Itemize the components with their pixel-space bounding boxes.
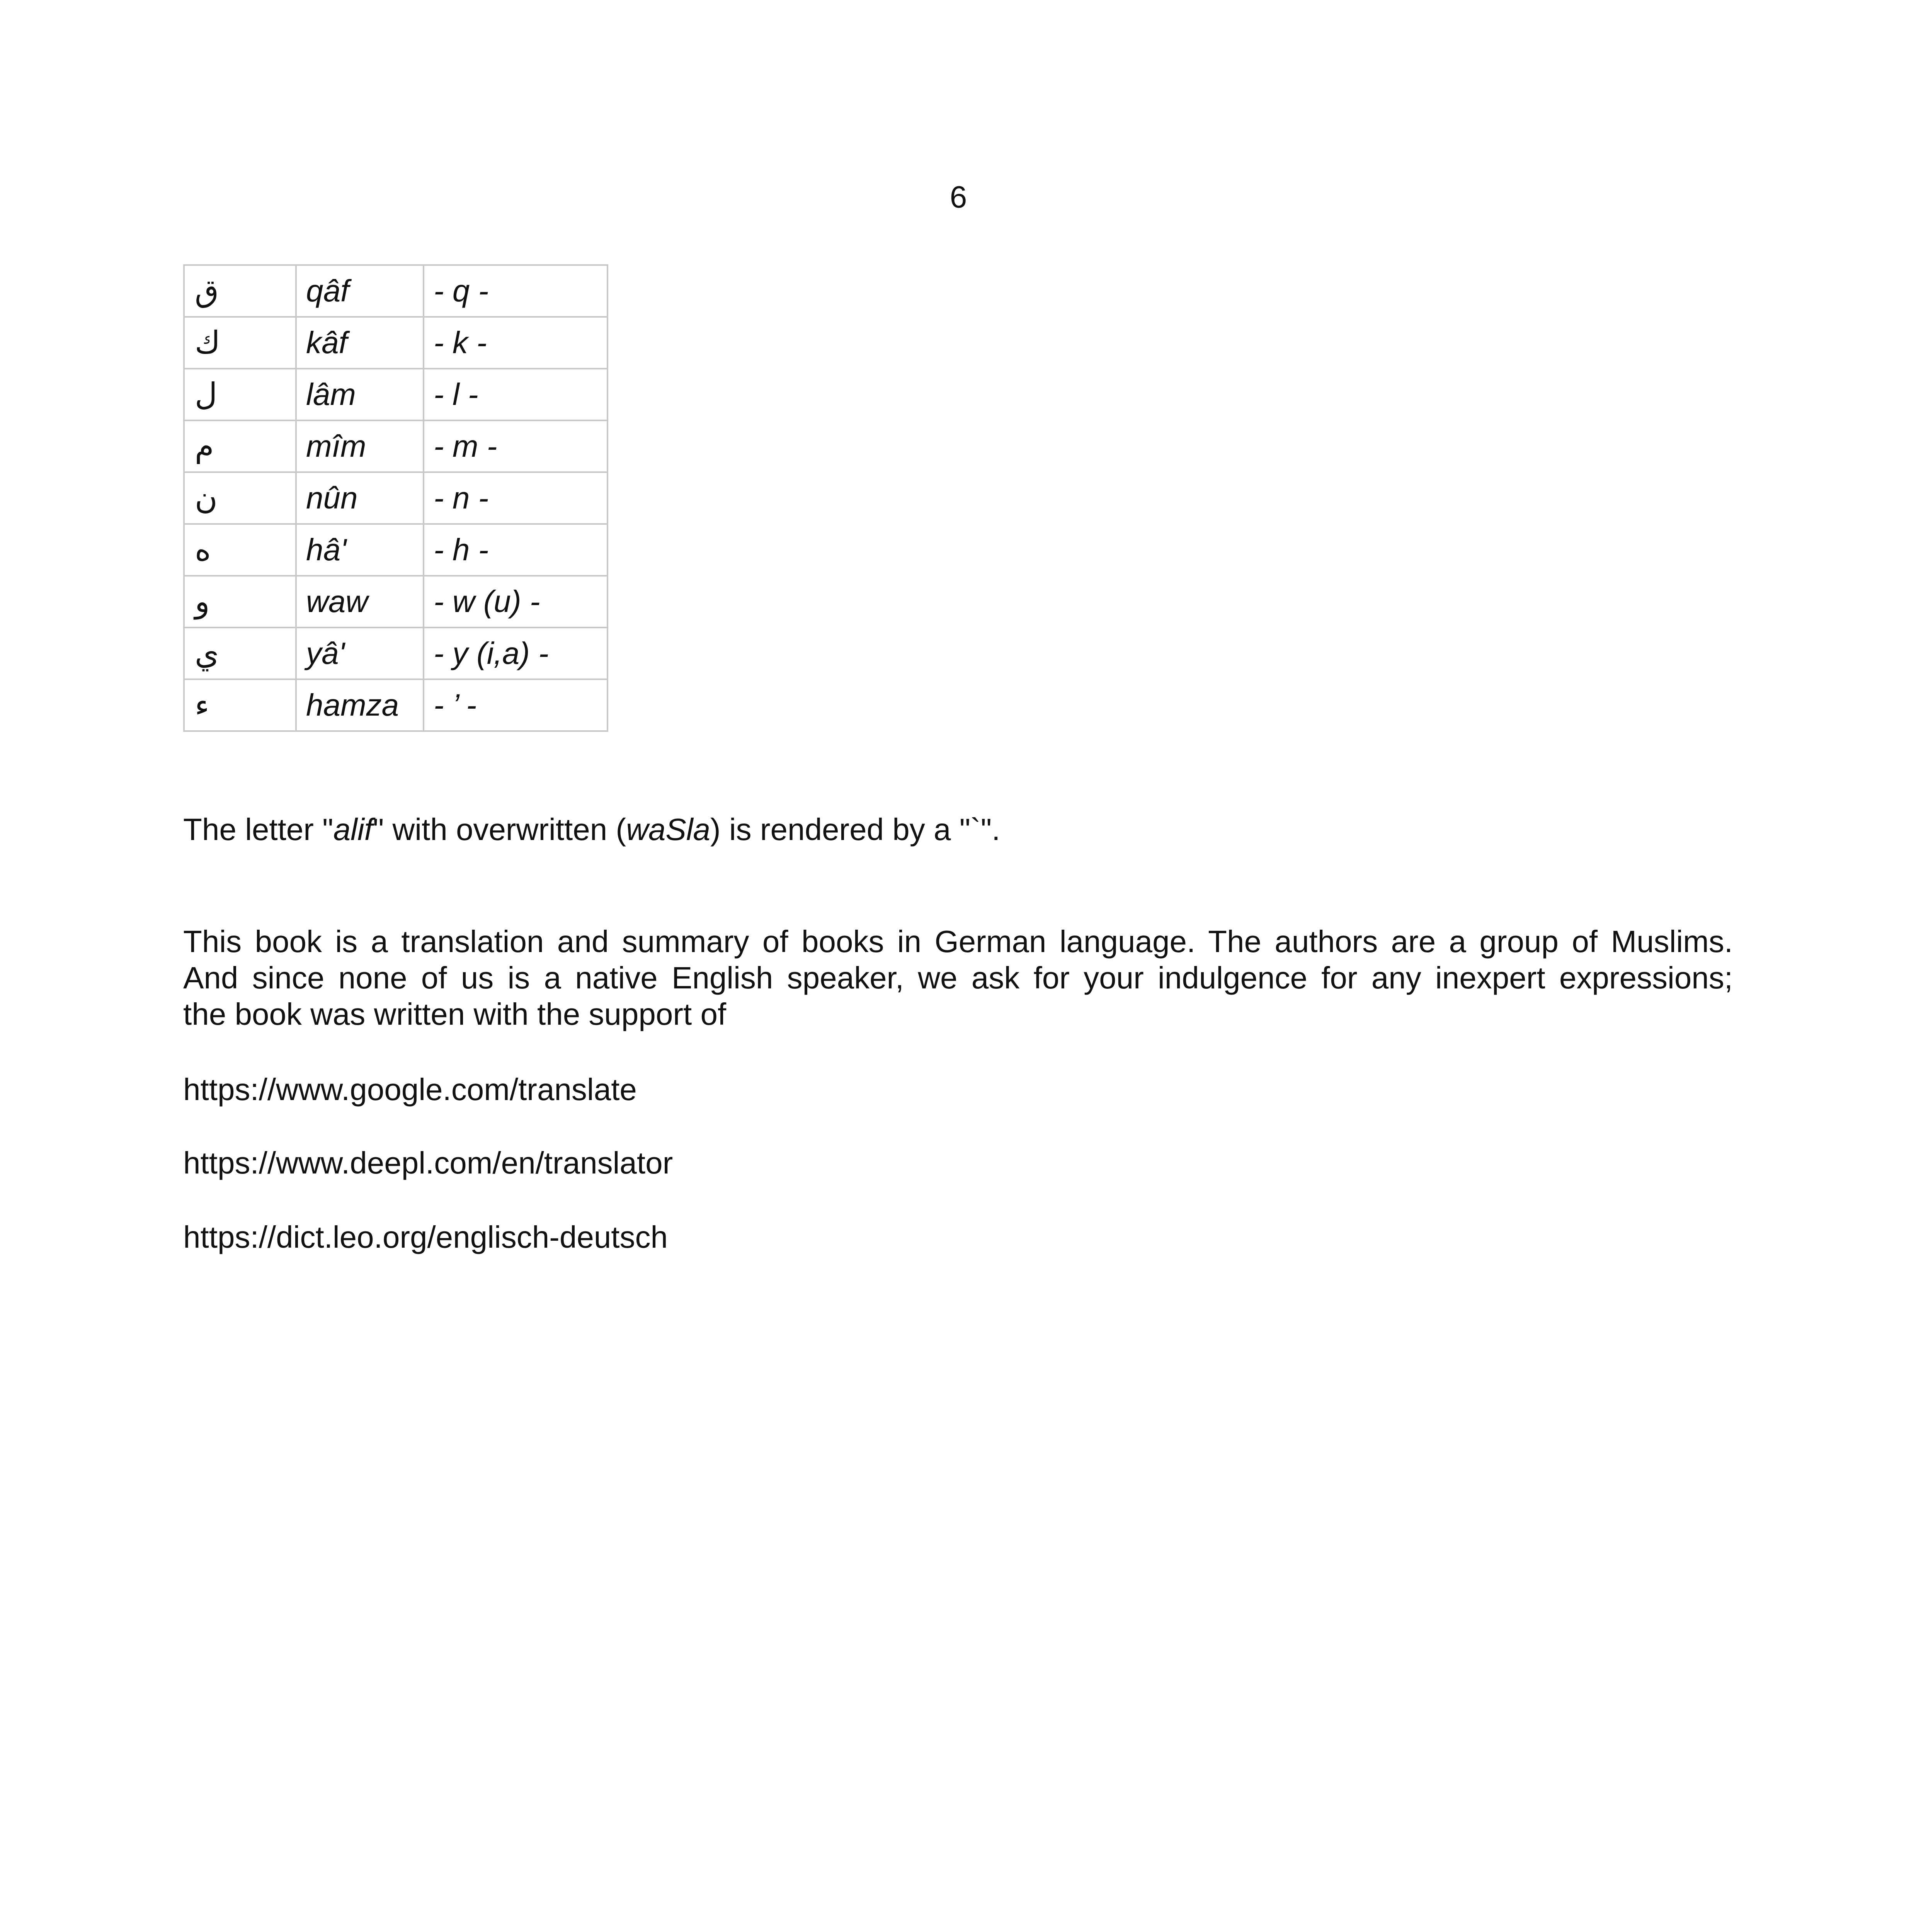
arabic-letter: ق [184,265,296,317]
arabic-letter: ء [184,679,296,731]
arabic-letter: ه [184,524,296,576]
google-translate-link[interactable]: https://www.google.com/translate [183,1072,637,1107]
intro-line: This book is a translation and summary of books in German language. The authors are a group of Muslims. [183,924,1733,959]
letter-name: nûn [296,472,424,524]
letter-name: lâm [296,369,424,420]
deepl-translator-link[interactable]: https://www.deepl.com/en/translator [183,1146,673,1180]
letter-name: waw [296,576,424,628]
alif-note-part3: ) is rendered by a "`". [710,812,1001,847]
letter-name: yâ' [296,628,424,679]
intro-line: And since none of us is a native English speaker, we ask for your indulgence for any inexpert expressions; [183,961,1733,995]
table-row [184,524,607,576]
arabic-letter: ي [184,628,296,679]
letter-name: hamza [296,679,424,731]
table-row [184,628,607,679]
letter-name: hâ' [296,524,424,576]
arabic-letter: م [184,420,296,472]
letter-transliteration: - h - [424,524,607,576]
arabic-letter: ك [184,317,296,369]
letter-name: mîm [296,420,424,472]
letter-transliteration: - m - [424,420,607,472]
table-row [184,420,607,472]
arabic-letter: ل [184,369,296,420]
leo-dictionary-link[interactable]: https://dict.leo.org/englisch-deutsch [183,1220,668,1254]
arabic-letter: ن [184,472,296,524]
alif-note-part2: " with overwritten ( [373,812,626,847]
alif-term: alif [333,812,373,847]
letter-transliteration: - q - [424,265,607,317]
alif-wasla-note [183,811,1733,848]
table-row [184,317,607,369]
letter-transliteration: - w (u) - [424,576,607,628]
intro-paragraph [183,923,1733,1032]
table-row [184,576,607,628]
table-row [184,679,607,731]
wasla-term: waSla [626,812,710,847]
table-row [184,369,607,420]
letter-transliteration: - y (i,a) - [424,628,607,679]
arabic-letter: و [184,576,296,628]
letter-transliteration: - n - [424,472,607,524]
letter-name: kâf [296,317,424,369]
intro-line: the book was written with the support of [183,997,727,1031]
alif-note-part1: The letter " [183,812,334,847]
letter-transliteration: - l - [424,369,607,420]
letter-transliteration: - k - [424,317,607,369]
table-row [184,472,607,524]
page-number: 6 [949,180,967,214]
table-row [184,265,607,317]
letter-name: qâf [296,265,424,317]
letter-transliteration: - ’ - [424,679,607,731]
arabic-alphabet-table [183,264,608,732]
